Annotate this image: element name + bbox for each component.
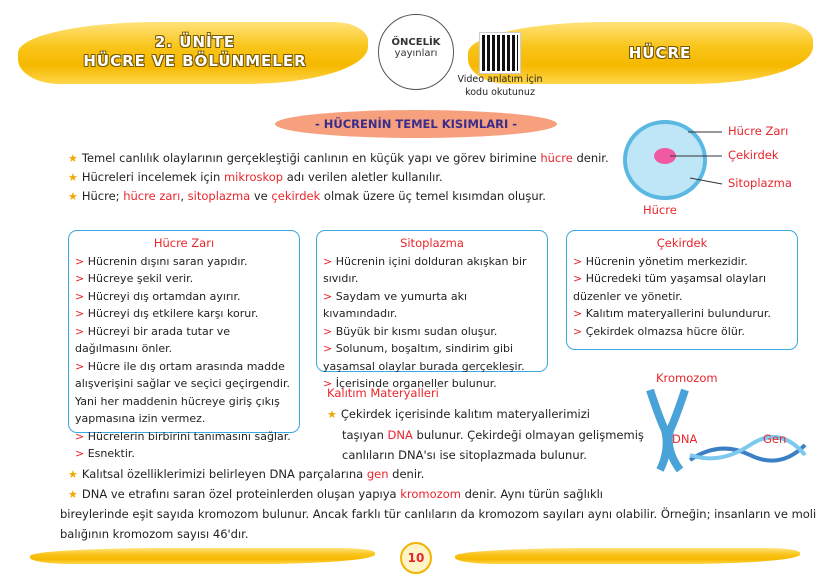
chevron-right-icon: > <box>323 342 336 355</box>
box-item: > Saydam ve yumurta akı kıvamındadır. <box>323 289 468 320</box>
star-icon: ★ <box>68 190 78 203</box>
chevron-right-icon: > <box>573 307 586 320</box>
bottom-line: ★ Kalıtsal özelliklerimizi belirleyen DNA parçalarına gen denir. <box>68 467 425 481</box>
bottom-line: ★ DNA ve etrafını saran özel proteinlerden oluşan yapıya kromozom denir. Aynı türün sağlıklı <box>68 487 604 501</box>
chevron-right-icon: > <box>75 272 88 285</box>
box-cytoplasm <box>316 230 548 390</box>
chevron-right-icon: > <box>323 324 336 338</box>
intro-line: ★ Hücreleri incelemek için mikroskop adı verilen aletler kullanılır. <box>68 170 443 184</box>
box-item: > Hücredeki tüm yaşamsal olayları düzenler ve yönetir. <box>573 272 767 303</box>
box-item: > Esnektir. <box>75 447 135 460</box>
box-item: > Hücrenin yönetim merkezidir. <box>573 254 748 268</box>
cell-diagram <box>620 118 730 208</box>
label-nucleus: Çekirdek <box>728 148 779 162</box>
box-item: > Hücreye şekil verir. <box>75 272 194 285</box>
box-item: > Hücrenin dışını saran yapıdır. <box>75 254 248 268</box>
label-dna: DNA <box>672 432 698 446</box>
footer-banner-right <box>455 548 800 564</box>
chevron-right-icon: > <box>75 289 88 303</box>
box-cell-membrane <box>68 230 300 460</box>
box-item: > Hücre ile dış ortam arasında madde alışverişini sağlar ve seçici geçirgendir. Yani her maddenin hücreye giriş çıkış yapmasına izin vermez. <box>75 359 290 425</box>
intro-line: ★ Temel canlılık olaylarının gerçekleştiği canlının en küçük yapı ve görev birimine hücre denir. <box>68 151 609 165</box>
qr-caption: Video anlatım için kodu okutunuz <box>457 74 543 98</box>
box-item: > Hücrelerin birbirini tanımasını sağlar. <box>75 429 291 443</box>
box-item: > Kalıtım materyallerini bulundurur. <box>573 307 771 320</box>
bottom-line: bireylerinde eşit sayıda kromozom bulunur. Ancak farklı tür canlıların da kromozom sayıları aynı olabilir. Örneğin; insanların ve moli <box>60 507 817 521</box>
box-item: > Hücrenin içini dolduran akışkan bir sıvıdır. <box>323 254 527 285</box>
chevron-right-icon: > <box>75 307 88 320</box>
label-membrane: Hücre Zarı <box>728 124 789 138</box>
chevron-right-icon: > <box>323 289 336 303</box>
bottom-line: balığının kromozom sayısı 46'dır. <box>60 527 249 541</box>
topic-title: HÜCRE <box>628 44 692 62</box>
label-chromosome: Kromozom <box>656 371 718 385</box>
box-nucleus <box>566 230 798 350</box>
chevron-right-icon: > <box>573 324 586 338</box>
box-item: > Hücreyi dış etkilere karşı korur. <box>75 307 259 320</box>
qr-code[interactable] <box>480 33 520 73</box>
box-item: > Solunum, boşaltım, sindirim gibi yaşamsal olaylar burada gerçekleşir. <box>323 342 525 373</box>
chevron-right-icon: > <box>323 377 336 390</box>
box-item: > Hücreyi bir arada tutar ve dağılmasını önler. <box>75 324 231 355</box>
publisher-logo: ÖNCELİK yayınları <box>378 14 454 90</box>
chevron-right-icon: > <box>75 447 88 460</box>
chevron-right-icon: > <box>573 272 586 285</box>
heredity-line: ★ Çekirdek içerisinde kalıtım materyallerimizi <box>327 407 590 421</box>
chevron-right-icon: > <box>573 254 586 268</box>
box-item: > Hücreyi dış ortamdan ayırır. <box>75 289 241 303</box>
star-icon: ★ <box>68 152 78 165</box>
chevron-right-icon: > <box>323 254 336 268</box>
chevron-right-icon: > <box>75 429 88 443</box>
box-item: > İçerisinde organeller bulunur. <box>323 377 497 390</box>
chevron-right-icon: > <box>75 359 88 373</box>
label-cytoplasm: Sitoplazma <box>728 176 792 190</box>
box-title: Hücre Zarı <box>153 236 215 250</box>
star-icon: ★ <box>68 171 78 184</box>
chevron-right-icon: > <box>75 324 88 338</box>
box-title: Çekirdek <box>656 236 708 250</box>
dna-chromosome-illustration <box>630 380 810 475</box>
unit-title: 2. ÜNİTE HÜCRE VE BÖLÜNMELER <box>83 33 307 70</box>
intro-line: ★ Hücre; hücre zarı, sitoplazma ve çekirdek olmak üzere üç temel kısımdan oluşur. <box>68 189 546 203</box>
box-title: Sitoplazma <box>400 236 464 250</box>
heredity-line: taşıyan DNA bulunur. Çekirdeği olmayan gelişmemiş <box>342 428 644 442</box>
star-icon: ★ <box>68 468 78 481</box>
heredity-line: canlıların DNA'sı ise sitoplazmada bulunur. <box>342 448 587 462</box>
heredity-title: Kalıtım Materyalleri <box>327 386 439 400</box>
footer-banner-left <box>30 548 375 564</box>
chevron-right-icon: > <box>75 254 88 268</box>
label-gene: Gen <box>763 432 787 446</box>
star-icon: ★ <box>327 408 337 421</box>
label-cell: Hücre <box>643 203 677 217</box>
page-number: 10 <box>400 542 432 574</box>
section-title: - HÜCRENİN TEMEL KISIMLARI - <box>275 110 557 138</box>
box-item: > Büyük bir kısmı sudan oluşur. <box>323 324 498 338</box>
star-icon: ★ <box>68 488 78 501</box>
box-item: > Çekirdek olmazsa hücre ölür. <box>573 324 745 338</box>
